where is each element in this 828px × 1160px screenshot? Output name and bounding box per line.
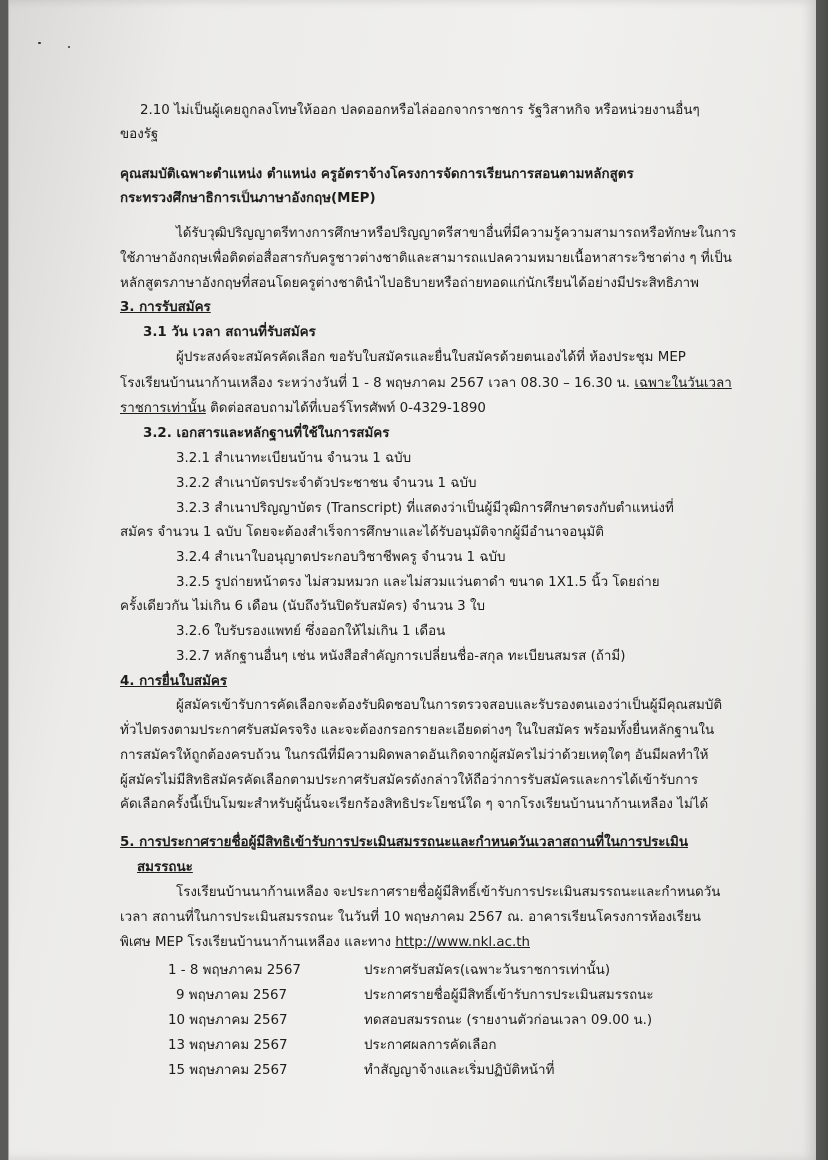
schedule-date: 15 พฤษภาคม 2567 (168, 1063, 288, 1078)
schedule-event: ทดสอบสมรรถนะ (รายงานตัวก่อนเวลา 09.00 น.) (364, 1013, 653, 1028)
document-item: 3.2.3 สำเนาปริญญาบัตร (Transcript) ที่แสดงว่าเป็นผู้มีวุฒิการศึกษาตรงกับตำแหน่งที่ (176, 501, 674, 516)
section-3-1-text-part: โรงเรียนบ้านนาก้านเหลือง ระหว่างวันที่ 1 - 8 พฤษภาคม 2567 เวลา 08.30 – 16.30 น. (120, 376, 635, 391)
document-item: 3.2.2 สำเนาบัตรประจำตัวประชาชน จำนวน 1 ฉบับ (176, 476, 477, 491)
schedule-event: ทำสัญญาจ้างและเริ่มปฏิบัติหน้าที่ (364, 1063, 555, 1078)
section-3-2-heading: 3.2. เอกสารและหลักฐานที่ใช้ในการสมัคร (143, 426, 390, 441)
paragraph-2-10: 2.10 ไม่เป็นผู้เคยถูกลงโทษให้ออก ปลดออกหรือไล่ออกจากราชการ รัฐวิสาหกิจ หรือหน่วยงานอื่นๆ (140, 103, 700, 118)
schedule-date: 9 พฤษภาคม 2567 (176, 988, 288, 1003)
qualification-text: ได้รับวุฒิปริญญาตรีทางการศึกษาหรือปริญญาตรีสาขาอื่นที่มีความรู้ความสามารถหรือทักษะในการ (176, 226, 737, 241)
page-shadow (814, 0, 828, 1160)
page-edge (8, 0, 9, 1160)
section-5-text: โรงเรียนบ้านนาก้านเหลือง จะประกาศรายชื่อผู้มีสิทธิ์เข้ารับการประเมินสมรรถนะและกำหนดวัน (176, 885, 721, 900)
qualification-heading-cont: กระทรวงศึกษาธิการเป็นภาษาอังกฤษ(MEP) (120, 191, 376, 206)
document-item: 3.2.6 ใบรับรองแพทย์ ซึ่งออกให้ไม่เกิน 1 เดือน (176, 624, 446, 639)
section-4-heading: 4. การยื่นใบสมัคร (120, 674, 228, 689)
section-5-text (120, 934, 530, 952)
speck (68, 46, 70, 48)
document-item-cont: สมัคร จำนวน 1 ฉบับ โดยจะต้องสำเร็จการศึกษาและได้รับอนุมัติจากผู้มีอำนาจอนุมัติ (120, 525, 604, 540)
section-3-1-heading: 3.1 วัน เวลา สถานที่รับสมัคร (143, 325, 316, 340)
schedule-date: 10 พฤษภาคม 2567 (168, 1013, 288, 1028)
official-days-note-cont: ราชการเท่านั้น (120, 401, 206, 416)
section-3-1-text (120, 400, 486, 418)
schedule-event: ประกาศรายชื่อผู้มีสิทธิ์เข้ารับการประเมินสมรรถนะ (364, 988, 654, 1003)
section-3-1-text: ผู้ประสงค์จะสมัครคัดเลือก ขอรับใบสมัครและยื่นใบสมัครด้วยตนเองได้ที่ ห้องประชุม MEP (176, 350, 686, 365)
section-3-heading: 3. การรับสมัคร (120, 300, 211, 315)
document-item: 3.2.4 สำเนาใบอนุญาตประกอบวิชาชีพครู จำนวน 1 ฉบับ (176, 550, 506, 565)
section-4-text: การสมัครให้ถูกต้องครบถ้วน ในกรณีที่มีความผิดพลาดอันเกิดจากผู้สมัครไม่ว่าด้วยเหตุใดๆ อันมีผลทำให้ (120, 748, 709, 763)
section-5-heading: 5. การประกาศรายชื่อผู้มีสิทธิเข้ารับการประเมินสมรรถนะและกำหนดวันเวลาสถานที่ในการประเมิน (120, 835, 689, 850)
qualification-text: หลักสูตรภาษาอังกฤษที่สอนโดยครูต่างชาตินำไปอธิบายหรือถ่ายทอดแก่นักเรียนได้อย่างมีประสิทธิภาพ (120, 276, 699, 291)
document-item-cont: ครั้งเดียวกัน ไม่เกิน 6 เดือน (นับถึงวันปิดรับสมัคร) จำนวน 3 ใบ (120, 599, 485, 614)
section-5-heading-cont: สมรรถนะ (137, 860, 193, 875)
schedule-date: 13 พฤษภาคม 2567 (168, 1038, 288, 1053)
schedule-event: ประกาศรับสมัคร(เฉพาะวันราชการเท่านั้น) (364, 963, 611, 978)
qualification-heading: คุณสมบัติเฉพาะตำแหน่ง ตำแหน่ง ครูอัตราจ้างโครงการจัดการเรียนการสอนตามหลักสูตร (120, 167, 634, 182)
paragraph-2-10-cont: ของรัฐ (120, 127, 159, 142)
schedule-event: ประกาศผลการคัดเลือก (364, 1038, 497, 1053)
section-4-text: ผู้สมัครเข้ารับการคัดเลือกจะต้องรับผิดชอบในการตรวจสอบและรับรองตนเองว่าเป็นผู้มีคุณสมบัติ (176, 698, 723, 713)
section-5-text-part: พิเศษ MEP โรงเรียนบ้านนาก้านเหลือง และทาง (120, 935, 396, 950)
document-item: 3.2.1 สำเนาทะเบียนบ้าน จำนวน 1 ฉบับ (176, 451, 412, 466)
qualification-text: ใช้ภาษาอังกฤษเพื่อติดต่อสื่อสารกับครูชาวต่างชาติและสามารถแปลความหมายเนื้อหาสาระวิชาต่าง ๆ ที่เป็น (120, 251, 732, 266)
section-5-text: เวลา สถานที่ในการประเมินสมรรถนะ ในวันที่ 10 พฤษภาคม 2567 ณ. อาคารเรียนโครงการห้องเรียน (120, 910, 701, 925)
section-4-text: ทั่วไปตรงตามประกาศรับสมัครจริง และจะต้องกรอกรายละเอียดต่างๆ ในใบสมัคร พร้อมทั้งยื่นหลักฐานใน (120, 723, 715, 738)
schedule-date: 1 - 8 พฤษภาคม 2567 (168, 963, 301, 978)
official-days-note: เฉพาะในวันเวลา (634, 376, 732, 391)
section-4-text: คัดเลือกครั้งนี้เป็นโมฆะสำหรับผู้นั้นจะเรียกร้องสิทธิประโยชน์ใด ๆ จากโรงเรียนบ้านนาก้านเหลือง ไม่ได้ (120, 797, 709, 812)
school-website-link[interactable]: http://www.nkl.ac.th (395, 935, 530, 950)
contact-phone: ติดต่อสอบถามได้ที่เบอร์โทรศัพท์ 0-4329-1890 (205, 401, 486, 416)
document-item: 3.2.7 หลักฐานอื่นๆ เช่น หนังสือสำคัญการเปลี่ยนชื่อ-สกุล ทะเบียนสมรส (ถ้ามี) (176, 649, 626, 664)
document-item: 3.2.5 รูปถ่ายหน้าตรง ไม่สวมหมวก และไม่สวมแว่นตาดำ ขนาด 1X1.5 นิ้ว โดยถ่าย (176, 575, 660, 590)
section-3-1-text (120, 375, 732, 393)
section-4-text: ผู้สมัครไม่มีสิทธิสมัครคัดเลือกตามประกาศรับสมัครดังกล่าวให้ถือว่าการรับสมัครและการได้เข้ารับการ (120, 773, 699, 788)
speck (38, 42, 41, 44)
